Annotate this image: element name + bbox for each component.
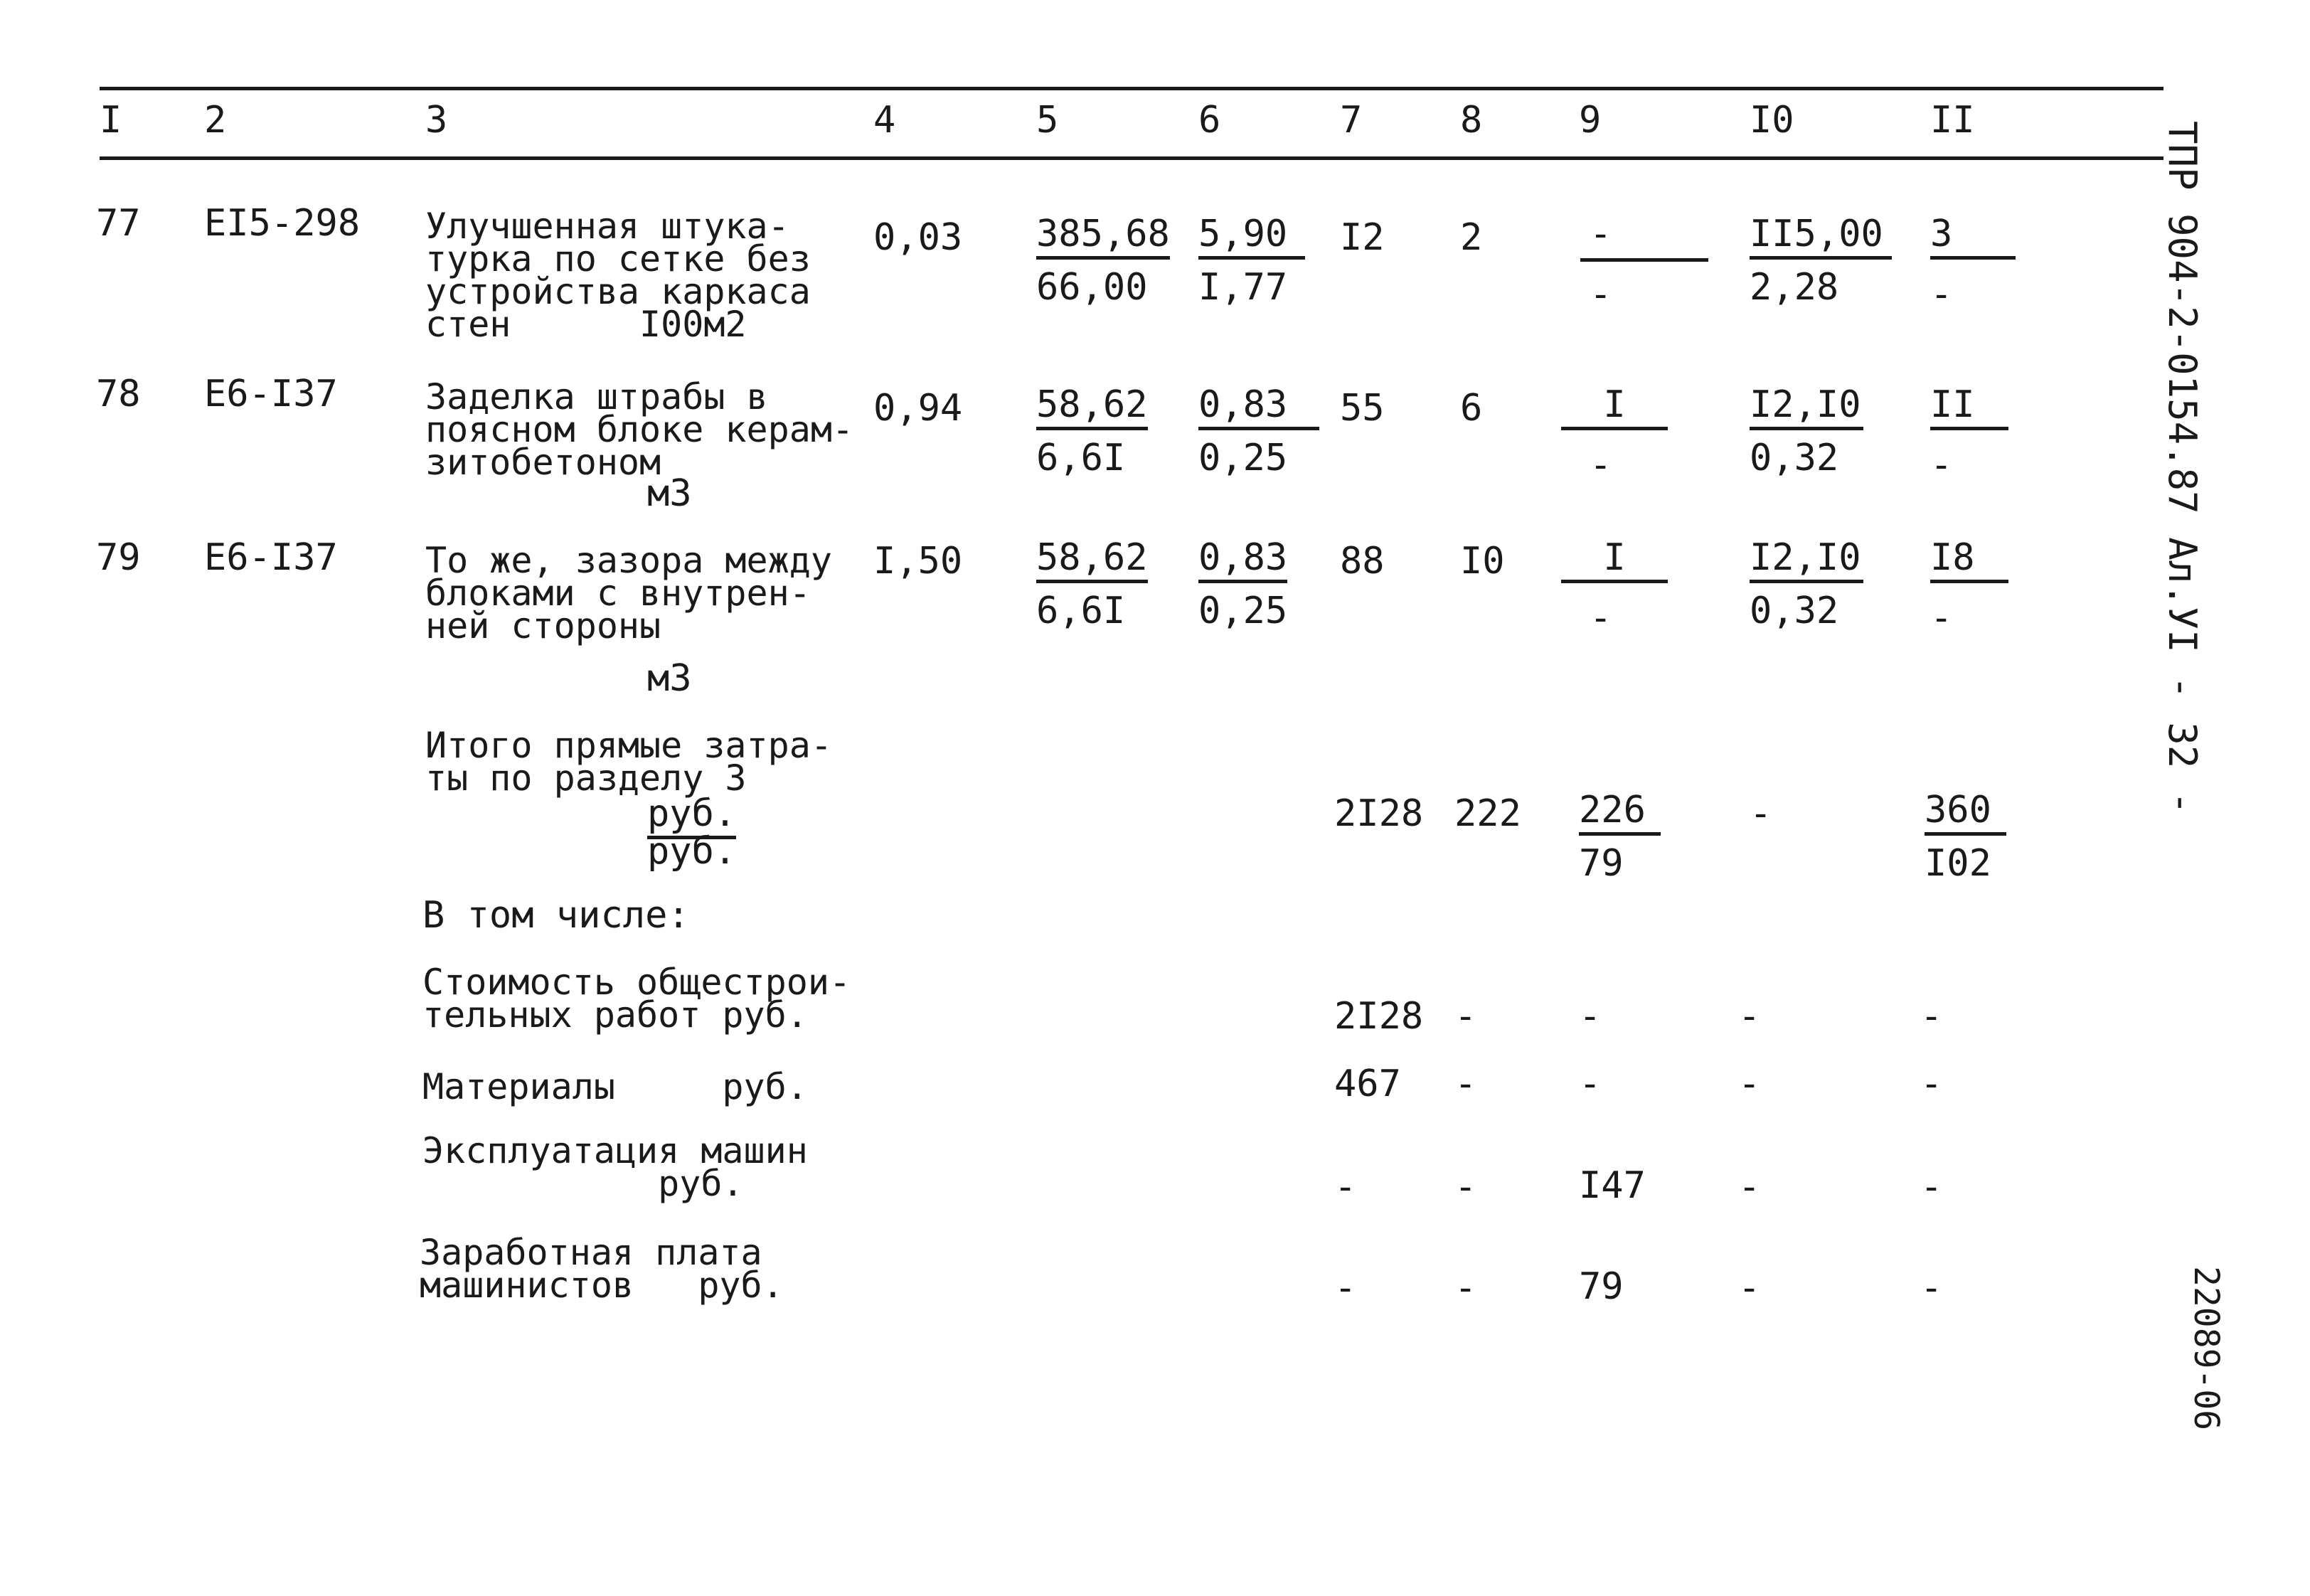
archive-number-stamp: 22089-06 xyxy=(2186,1266,2226,1431)
col5-top-value: 58,62 xyxy=(1036,384,1148,430)
col9-top xyxy=(1561,384,1668,430)
sub-col9: I47 xyxy=(1579,1164,1646,1207)
col10-bottom: 0,32 xyxy=(1750,590,1839,632)
top-rule xyxy=(100,87,2163,90)
col10-bottom: 0,32 xyxy=(1750,437,1839,479)
col-header-7: 7 xyxy=(1340,99,1363,142)
col9-fraction-line xyxy=(1580,258,1708,262)
total-description: Итого прямые затра- ты по разделу 3 xyxy=(425,725,832,799)
col11-top-value: I8 xyxy=(1930,537,2008,583)
col10-top xyxy=(1750,384,1863,430)
col5-top xyxy=(1036,213,1170,260)
sub-col10: - xyxy=(1738,1267,1761,1309)
col5-bottom: 6,6I xyxy=(1036,590,1126,632)
col-header-10: I0 xyxy=(1750,99,1794,142)
total-unit-top-value: руб. xyxy=(647,793,736,839)
row-number: 78 xyxy=(96,373,141,415)
total-col8: 222 xyxy=(1454,792,1521,835)
sub-col10: - xyxy=(1738,1063,1761,1105)
col11-top-value: II xyxy=(1930,384,2008,430)
col8-value: 2 xyxy=(1460,216,1483,259)
sub-col11: - xyxy=(1920,1267,1943,1309)
sub-col7: - xyxy=(1334,1166,1357,1208)
col10-top-value: I2,I0 xyxy=(1750,537,1863,583)
total-col10: - xyxy=(1750,792,1772,835)
col5-top-value: 385,68 xyxy=(1036,213,1170,260)
total-col9-bottom: 79 xyxy=(1579,842,1624,885)
col-header-2: 2 xyxy=(204,99,227,142)
col11-bottom: - xyxy=(1930,597,1953,639)
col7-value: 88 xyxy=(1340,540,1385,582)
col9-bottom: - xyxy=(1590,273,1612,316)
total-col9-top xyxy=(1579,789,1661,836)
sub-description: Эксплуатация машин руб. xyxy=(422,1130,808,1204)
col10-top-value: I2,I0 xyxy=(1750,384,1863,430)
including-label: В том числе: xyxy=(422,894,690,937)
row-quantity: 0,03 xyxy=(873,216,963,259)
sub-col7: 2I28 xyxy=(1334,995,1424,1038)
col10-top xyxy=(1750,213,1892,260)
row-code: EI5-298 xyxy=(204,202,361,245)
document-code-stamp: ТПР 904-2-0154.87 Ал.УI - 32 - xyxy=(2160,121,2205,815)
col9-top xyxy=(1561,537,1668,583)
col6-top-value: 0,83 xyxy=(1198,384,1319,430)
row-code: E6-I37 xyxy=(204,373,338,415)
sub-col9: - xyxy=(1579,995,1602,1038)
sub-description: Заработная плата машинистов руб. xyxy=(420,1232,784,1306)
sub-col10: - xyxy=(1738,1166,1761,1208)
col-header-4: 4 xyxy=(873,99,896,142)
col-header-8: 8 xyxy=(1460,99,1483,142)
row-quantity: 0,94 xyxy=(873,387,963,430)
col11-top xyxy=(1930,213,2016,260)
col-header-11: II xyxy=(1930,99,1975,142)
sub-col9: - xyxy=(1579,1063,1602,1105)
sub-col7: 467 xyxy=(1334,1063,1401,1105)
col-header-3: 3 xyxy=(425,99,448,142)
col5-top xyxy=(1036,384,1148,430)
sub-col8: - xyxy=(1454,1267,1477,1309)
col7-value: I2 xyxy=(1340,216,1385,259)
col11-top xyxy=(1930,537,2008,583)
row-description: Заделка штрабы в поясном блоке керам- зитобетоном xyxy=(425,376,854,483)
col5-bottom: 66,00 xyxy=(1036,266,1148,309)
col10-top xyxy=(1750,537,1863,583)
col6-top xyxy=(1198,537,1287,583)
row-number: 77 xyxy=(96,202,141,245)
total-col9-top-value: 226 xyxy=(1579,789,1661,836)
row-unit: м3 xyxy=(647,657,692,700)
row-unit: м3 xyxy=(647,472,692,515)
col6-top xyxy=(1198,384,1319,430)
col8-value: 6 xyxy=(1460,387,1483,430)
col11-bottom: - xyxy=(1930,444,1953,486)
col9-bottom: - xyxy=(1590,444,1612,486)
sub-col11: - xyxy=(1920,1063,1943,1105)
col6-bottom: 0,25 xyxy=(1198,590,1288,632)
row-description: То же, зазора между блоками с внутрен- ней стороны xyxy=(425,540,832,647)
col7-value: 55 xyxy=(1340,387,1385,430)
sub-col10: - xyxy=(1738,995,1761,1038)
row-quantity: I,50 xyxy=(873,540,963,582)
col6-bottom: I,77 xyxy=(1198,266,1288,309)
sub-col7: - xyxy=(1334,1267,1357,1309)
sub-col11: - xyxy=(1920,1166,1943,1208)
col6-bottom: 0,25 xyxy=(1198,437,1288,479)
sub-description: Материалы руб. xyxy=(422,1066,808,1107)
total-col11-bottom: I02 xyxy=(1925,842,1991,885)
col6-top-value: 5,90 xyxy=(1198,213,1305,260)
sub-description: Стоимость общестрои- тельных работ руб. xyxy=(422,962,851,1036)
col11-bottom: - xyxy=(1930,273,1953,316)
col-header-6: 6 xyxy=(1198,99,1221,142)
total-col11-top-value: 360 xyxy=(1925,789,2006,836)
total-col11-top xyxy=(1925,789,2006,836)
col5-bottom: 6,6I xyxy=(1036,437,1126,479)
col8-value: I0 xyxy=(1460,540,1505,582)
col11-top xyxy=(1930,384,2008,430)
col5-top xyxy=(1036,537,1148,583)
col-header-1: I xyxy=(100,99,122,142)
row-description: Улучшенная штука- турка по сетке без устройства каркаса стен I00м2 xyxy=(425,206,811,345)
col6-top-value: 0,83 xyxy=(1198,537,1287,583)
col10-bottom: 2,28 xyxy=(1750,266,1839,309)
total-unit-bottom: руб. xyxy=(647,830,737,873)
sub-col9: 79 xyxy=(1579,1265,1624,1308)
col11-top-value: 3 xyxy=(1930,213,2016,260)
col6-top xyxy=(1198,213,1305,260)
col-header-5: 5 xyxy=(1036,99,1059,142)
sub-col8: - xyxy=(1454,995,1477,1038)
col-header-9: 9 xyxy=(1579,99,1602,142)
row-code: E6-I37 xyxy=(204,536,338,579)
col9-top-value: I xyxy=(1561,537,1668,583)
col9-top-value: I xyxy=(1561,384,1668,430)
sub-col8: - xyxy=(1454,1063,1477,1105)
sub-col8: - xyxy=(1454,1166,1477,1208)
row-number: 79 xyxy=(96,536,141,579)
col9-bottom: - xyxy=(1590,597,1612,639)
col9-top: - xyxy=(1590,213,1612,255)
col10-top-value: II5,00 xyxy=(1750,213,1892,260)
header-rule xyxy=(100,156,2163,160)
sub-col11: - xyxy=(1920,995,1943,1038)
col5-top-value: 58,62 xyxy=(1036,537,1148,583)
total-col7: 2I28 xyxy=(1334,792,1424,835)
